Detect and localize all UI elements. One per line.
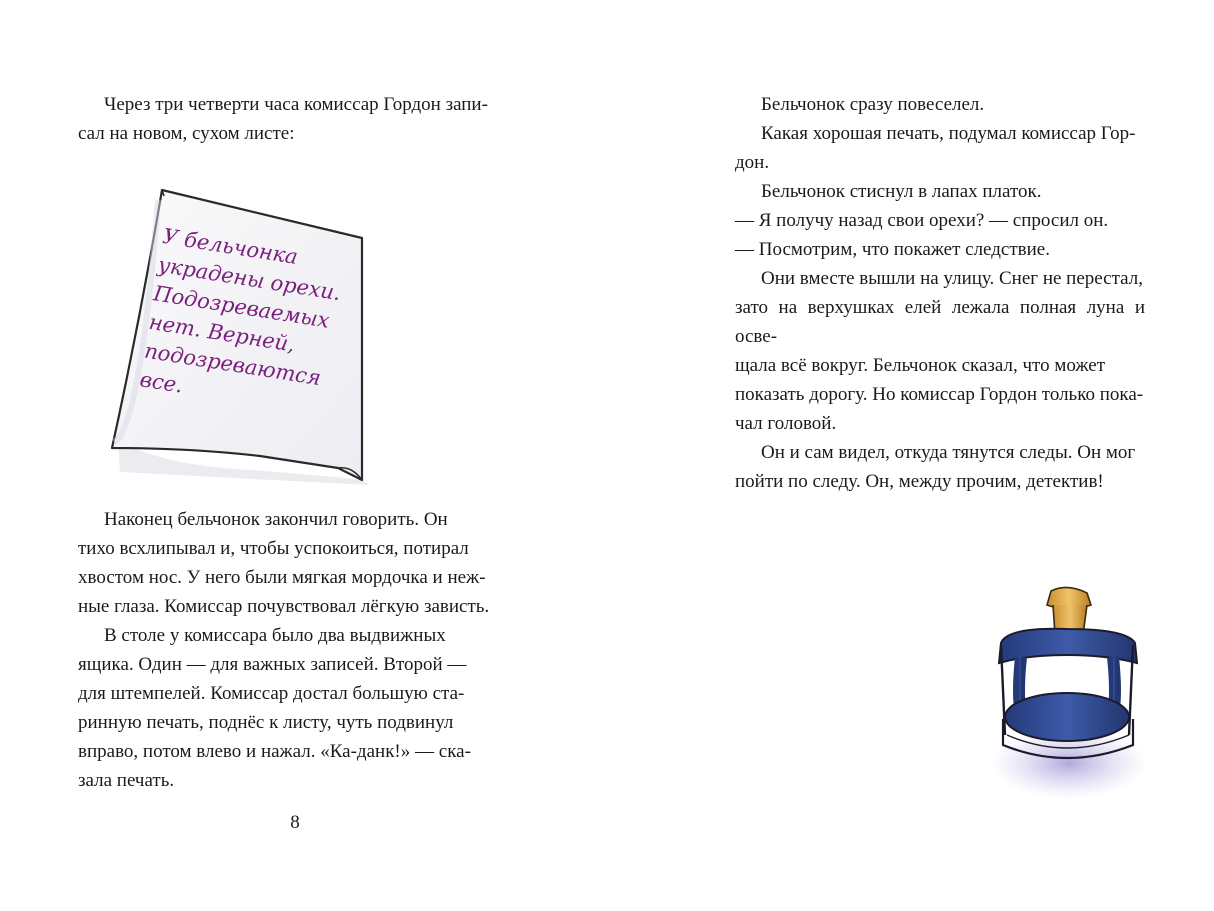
page-number: 8 <box>290 812 300 833</box>
paragraph: Какая хорошая печать, подумал комиссар Гор- дон. <box>735 123 1136 173</box>
dialogue-line: — Я получу назад свои орехи? — спросил он. <box>735 210 1109 231</box>
right-text <box>735 90 1145 496</box>
note-handwritten-text: У бельчонка украдены орехи. Подозреваемых нет. Верней, подозреваются все. <box>138 223 343 398</box>
paragraph: Через три четверти часа комиссар Гордон запи- сал на новом, сухом листе: <box>78 94 488 144</box>
rubber-stamp-illustration <box>987 585 1147 805</box>
paragraph: Наконец бельчонок закончил говорить. Он тихо всхлипывал и, чтобы успокоиться, потирал хвостом нос. У него были мягкая мордочка и неж- ные глаза. Комиссар почувствовал лёгкую зависть. <box>78 509 490 617</box>
dialogue-line: — Посмотрим, что покажет следствие. <box>735 239 1050 260</box>
left-text-top <box>78 90 518 148</box>
left-text-bottom <box>78 505 518 795</box>
paragraph: Он и сам видел, откуда тянутся следы. Он мог пойти по следу. Он, между прочим, детектив! <box>735 442 1136 492</box>
paragraph: В столе у комиссара было два выдвижных ящика. Один — для важных записей. Второй — для штемпелей. Комиссар достал большую ста- ринную печать, поднёс к листу, чуть подвинул вправо, потом влево и нажал. «Ка-данк!» — ска- зала печать. <box>78 625 471 791</box>
paragraph: Они вместе вышли на улицу. Снег не перестал, зато на верхушках елей лежала полная луна и осве- щала всё вокруг. Бельчонок сказал, что может показать дорогу. Но комиссар Гордон только пока- чал головой. <box>735 268 1145 434</box>
paragraph: Бельчонок сразу повеселел. <box>761 94 985 115</box>
paragraph: Бельчонок стиснул в лапах платок. <box>761 181 1042 202</box>
right-page <box>607 0 1214 911</box>
